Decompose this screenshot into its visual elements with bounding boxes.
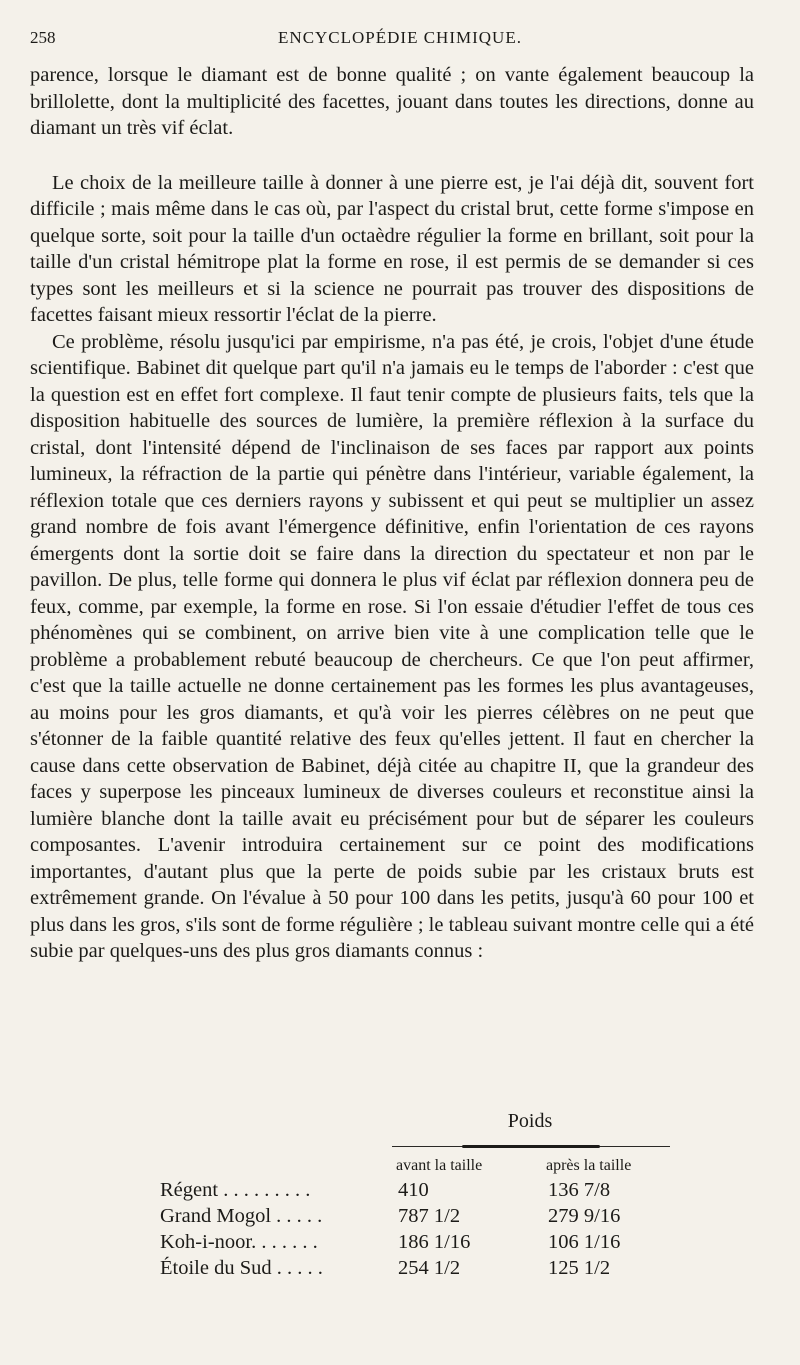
weight-before: 410 — [398, 1179, 429, 1201]
column-header-after: après la taille — [546, 1157, 632, 1174]
table-column-headers — [396, 1157, 700, 1175]
table-row — [160, 1177, 678, 1203]
weights-table-block — [160, 1110, 700, 1281]
table-row — [160, 1203, 678, 1229]
page-header — [30, 28, 770, 54]
paragraph-problem: Ce problème, résolu jusqu'ici par empirisme, n'a pas été, je crois, l'objet d'une étude scientifique. Babinet dit quelque part qu'il n'a jamais eu le temps de l'aborder : c'est que la question est en effet fort complexe. Il faut tenir compte de plusieurs faits, tels que la disposition habituelle des sources de lumière, la première réflexion à la surface du cristal, dont l'intensité dépend de l'inclinaison de ses faces par rapport aux points lumineux, la réfraction de la partie qui pénètre dans l'intérieur, variable également, la réflexion totale que ces derniers rayons y subissent et qui peut se multiplier un assez grand nombre de fois avant l'émergence définitive, enfin l'orientation de ces rayons émergents dont la sortie doit se faire dans la direction du spectateur et non par le pavillon. De plus, telle forme qui donnera le plus vif éclat par réflexion donnera peu de feux, comme, par exemple, la forme en rose. Si l'on essaie d'étudier l'effet de tous ces phénomènes qui se combinent, on arrive bien vite à une complication telle que le problème a probablement rebuté beaucoup de chercheurs. Ce que l'on peut affirmer, c'est que la taille actuelle ne donne certainement pas les formes les plus avantageuses, au moins pour les gros diamants, et qu'à voir les pierres célèbres on ne peut que s'étonner de la faible quantité relative des feux qu'elles jettent. Il faut en chercher la cause dans cette observation de Babinet, déjà citée au chapitre II, que la grandeur des faces y superpose les pinceaux lumineux de diverses couleurs et reconstitue ainsi la lumière blanche dont la taille avait eu précisément pour but de séparer les couleurs composantes. L'avenir introduira certainement sur ce point des modifications importantes, d'autant plus que la perte de poids subie par les cristaux bruts est extrêmement grande. On l'évalue à 50 pour 100 dans les petits, jusqu'à 60 pour 100 et plus dans les gros, s'ils sont de forme régulière ; le tableau suivant montre celle qui a été subie par quelques-uns des plus gros diamants connus : — [30, 330, 754, 962]
paragraph-choice-of-cut: Le choix de la meilleure taille à donner à une pierre est, je l'ai déjà dit, souvent fort difficile ; mais même dans le cas où, par l'aspect du cristal brut, cette forme s'impose en quelque sorte, soit pour la taille d'un octaèdre régulier la forme en brillant, soit pour la taille d'un cristal hémitrope plat la forme en rose, il est permis de se demander si ces types sont les meilleurs et si la science ne pourrait pas trouver des dispositions de facettes faisant mieux ressortir l'éclat de la pierre. — [30, 171, 754, 326]
table-row — [160, 1229, 678, 1255]
diamond-name: Régent . . . . . . . . . — [160, 1179, 311, 1201]
column-header-before: avant la taille — [396, 1157, 483, 1174]
diamond-name: Étoile du Sud . . . . . — [160, 1257, 323, 1279]
paragraph-continuation: parence, lorsque le diamant est de bonne qualité ; on vante également beaucoup la brillolette, dont la multiplicité des facettes, jouant dans toutes les directions, donne au diamant un très vif éclat. — [30, 64, 754, 139]
page-number: 258 — [30, 28, 56, 47]
diamond-name: Koh-i-noor. . . . . . . — [160, 1231, 318, 1253]
weight-after: 125 1/2 — [548, 1257, 611, 1279]
table-row — [160, 1255, 678, 1281]
weight-before: 186 1/16 — [398, 1231, 471, 1253]
weight-before: 254 1/2 — [398, 1257, 461, 1279]
table-title-rule — [392, 1145, 670, 1149]
diamond-name: Grand Mogol . . . . . — [160, 1205, 323, 1227]
body-text — [30, 62, 754, 965]
weight-after: 279 9/16 — [548, 1205, 621, 1227]
weight-after: 136 7/8 — [548, 1179, 611, 1201]
weights-table — [160, 1177, 678, 1281]
weight-after: 106 1/16 — [548, 1231, 621, 1253]
running-title: ENCYCLOPÉDIE CHIMIQUE. — [278, 28, 522, 47]
table-title: Poids — [507, 1110, 553, 1132]
weight-before: 787 1/2 — [398, 1205, 461, 1227]
rule-thick-line — [462, 1145, 600, 1148]
